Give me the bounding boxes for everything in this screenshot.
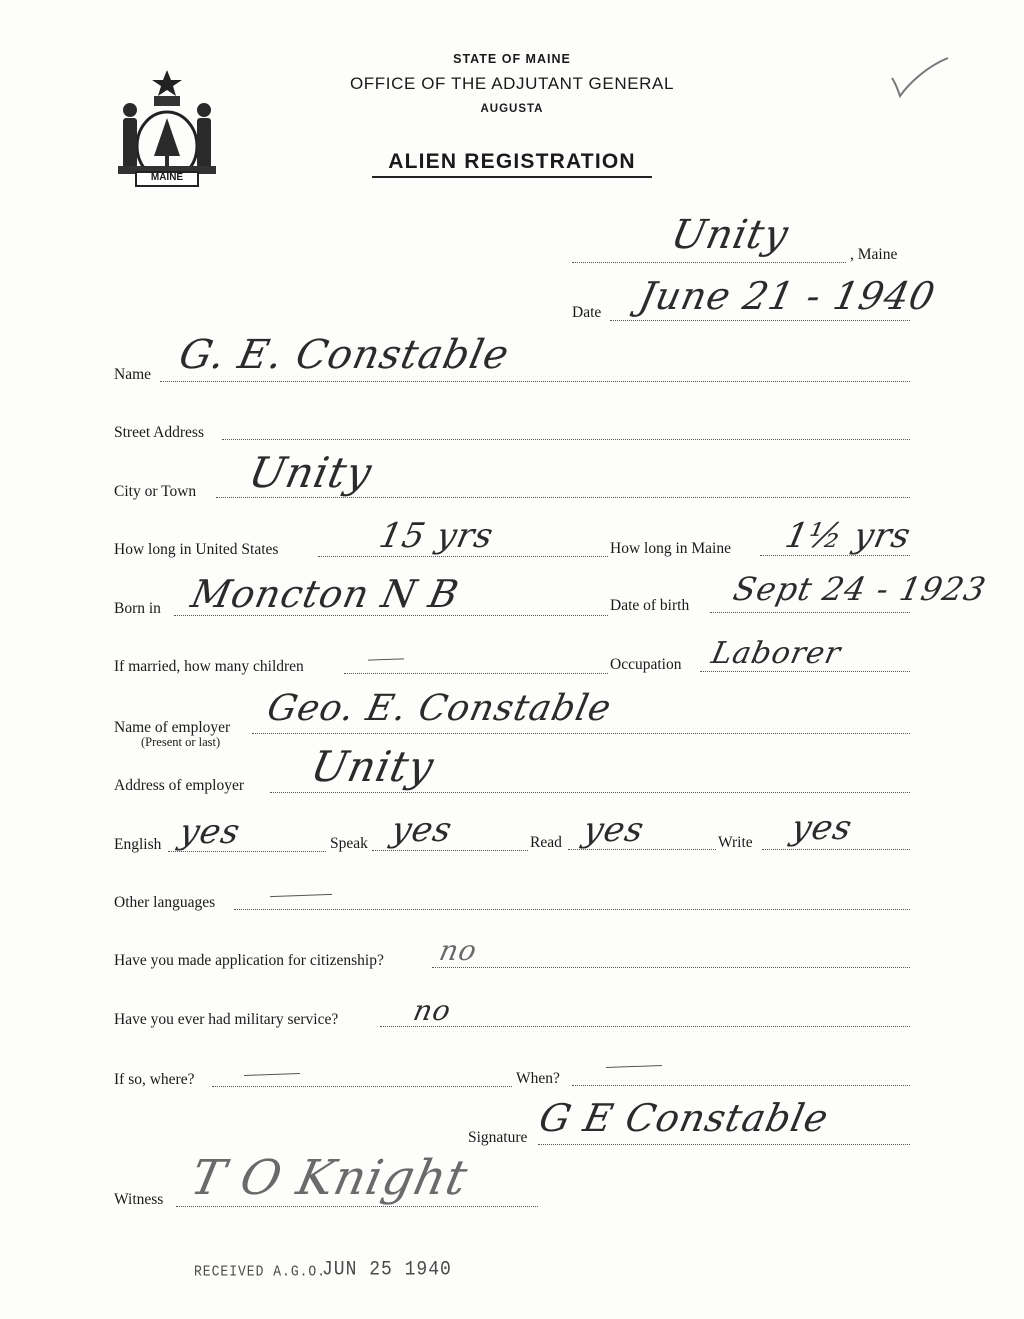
military-label: Have you ever had military service? (114, 1011, 339, 1028)
how-long-us-label: How long in United States (114, 541, 279, 558)
employer-address-value: Unity (306, 742, 439, 791)
citizenship-value: no (436, 934, 481, 967)
how-long-maine-value: 1½ yrs (781, 516, 915, 556)
received-stamp-prefix: RECEIVED A.G.O. (194, 1262, 327, 1281)
military-value: no (410, 994, 455, 1027)
witness-line (176, 1206, 538, 1207)
street-address-label: Street Address (114, 424, 204, 441)
employer-name-label: Name of employer (114, 719, 231, 736)
name-line (160, 381, 910, 382)
date-line (610, 320, 910, 321)
signature-value: G E Constable (535, 1096, 833, 1140)
state-heading: STATE OF MAINE (453, 52, 571, 66)
title-underline (372, 176, 652, 178)
write-line (762, 849, 910, 850)
how-long-us-value: 15 yrs (375, 516, 498, 556)
city-or-town-value: Unity (244, 448, 377, 497)
occupation-label: Occupation (610, 656, 682, 673)
where-value-dash (244, 1073, 300, 1076)
born-in-label: Born in (114, 600, 161, 617)
when-label: When? (516, 1070, 560, 1087)
signature-label: Signature (468, 1129, 528, 1146)
english-label: English (114, 836, 162, 853)
citizenship-label: Have you made application for citizenship? (114, 952, 384, 969)
children-value-dash (368, 658, 404, 660)
other-languages-value-dash (270, 894, 332, 897)
employer-address-label: Address of employer (114, 777, 244, 794)
where-line (212, 1086, 512, 1087)
english-value: yes (175, 812, 245, 852)
seal-label: MAINE (150, 172, 184, 183)
check-mark-icon (888, 52, 952, 102)
town-line (572, 262, 846, 263)
write-label: Write (718, 834, 753, 851)
other-languages-label: Other languages (114, 894, 216, 911)
where-label: If so, where? (114, 1071, 195, 1088)
date-label: Date (572, 304, 602, 321)
street-address-line (222, 439, 910, 440)
read-value: yes (579, 810, 649, 850)
how-long-us-line (318, 556, 608, 557)
how-long-maine-label: How long in Maine (610, 540, 731, 557)
page-title: ALIEN REGISTRATION (388, 150, 636, 173)
town-value: Unity (667, 212, 793, 258)
witness-label: Witness (114, 1191, 164, 1208)
employer-name-line (252, 733, 910, 734)
when-line (572, 1085, 910, 1086)
city-heading: AUGUSTA (480, 103, 544, 115)
office-heading: OFFICE OF THE ADJUTANT GENERAL (349, 74, 675, 93)
name-label: Name (114, 366, 152, 383)
date-of-birth-label: Date of birth (610, 597, 690, 614)
when-value-dash (606, 1065, 662, 1068)
occupation-value: Laborer (708, 636, 845, 671)
received-stamp-date: JUN 25 1940 (322, 1258, 452, 1282)
witness-value: T O Knight (186, 1150, 473, 1206)
town-label: , Maine (850, 246, 898, 263)
employer-address-line (270, 792, 910, 793)
city-or-town-label: City or Town (114, 483, 197, 500)
name-value: G. E. Constable (175, 332, 514, 378)
city-or-town-line (216, 497, 910, 498)
citizenship-line (432, 967, 910, 968)
other-languages-line (234, 909, 910, 910)
speak-value: yes (387, 810, 457, 850)
signature-line (538, 1144, 910, 1145)
employer-name-sublabel: (Present or last) (141, 735, 221, 749)
speak-label: Speak (330, 835, 368, 852)
date-of-birth-line (710, 612, 910, 613)
date-value: June 21 - 1940 (635, 274, 940, 318)
born-in-value: Moncton N B (187, 572, 464, 616)
military-line (380, 1026, 910, 1027)
speak-line (372, 850, 528, 851)
employer-name-value: Geo. E. Constable (263, 688, 616, 729)
write-value: yes (787, 808, 857, 848)
read-label: Read (530, 834, 562, 851)
maine-state-seal-icon (114, 66, 220, 190)
children-line (344, 673, 608, 674)
children-label: If married, how many children (114, 658, 304, 675)
date-of-birth-value: Sept 24 - 1923 (729, 570, 990, 608)
occupation-line (700, 671, 910, 672)
